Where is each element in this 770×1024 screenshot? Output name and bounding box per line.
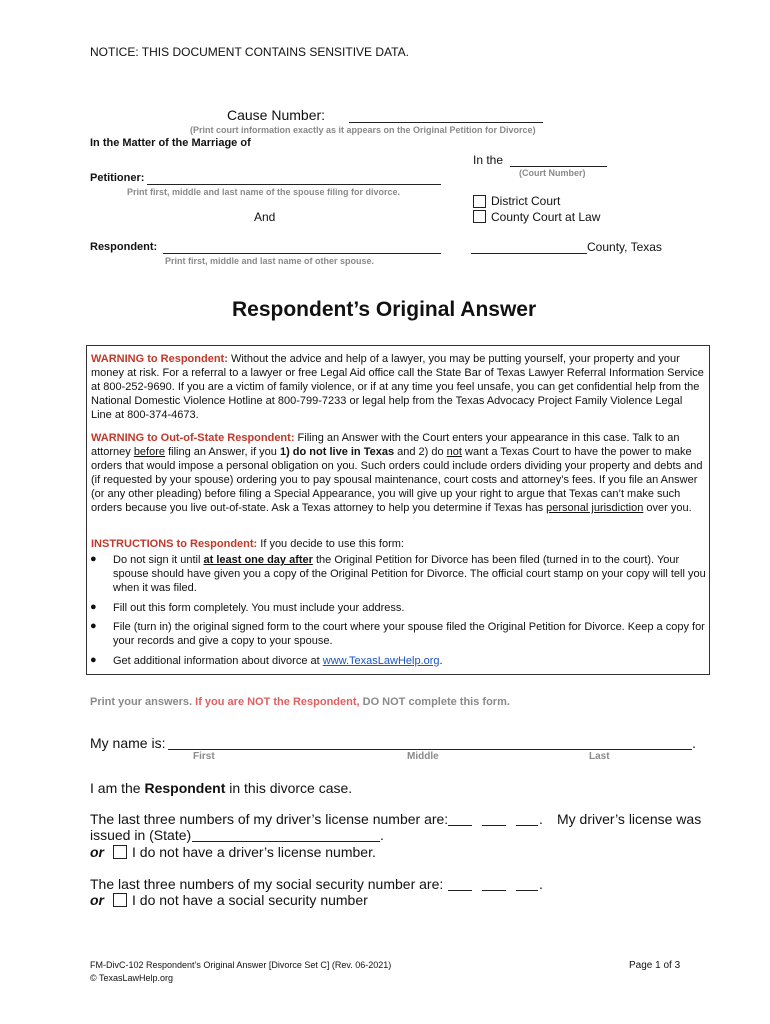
district-court-label: District Court <box>491 194 561 208</box>
sensitive-notice: NOTICE: THIS DOCUMENT CONTAINS SENSITIVE DATA. <box>90 45 409 59</box>
or-label-2: or <box>90 892 104 908</box>
issued-state-field[interactable] <box>192 841 380 842</box>
ssn-dot: . <box>539 876 543 892</box>
dl-dot: . <box>539 811 543 827</box>
no-ssn-checkbox[interactable] <box>113 893 127 907</box>
ssn-digit-1[interactable] <box>448 890 472 891</box>
county-texas-label: County, Texas <box>587 240 662 254</box>
respondent-statement <box>90 780 352 796</box>
issued-label: issued in (State) <box>90 827 192 843</box>
not-live-texas: 1) do not live in Texas <box>279 446 395 458</box>
no-ssn-label: I do not have a social security number <box>132 892 368 908</box>
respondent-label: Respondent: <box>90 241 158 253</box>
instr-4a: Get additional information about divorce at <box>113 655 323 667</box>
cause-hint: (Print court information exactly as it appears on the Original Petition for Divorce) <box>190 125 536 135</box>
dl-state-label: My driver’s license was <box>557 811 702 827</box>
matter-heading: In the Matter of the Marriage of <box>90 137 251 149</box>
instructions-heading <box>91 537 705 551</box>
ssn-digit-3[interactable] <box>516 890 538 891</box>
warning-respondent-text: Without the advice and help of a lawyer, you may be putting yourself, your property and your money at risk. For a referral to a lawyer or free Legal Aid office call the State Bar of Texas Lawyer Referral Information Service at 800-252-9690. If you are a victim of family violence, or if at any time you feel unsafe, you can get confidential help from the National Domestic Violence Hotline at 800-799-7233 or legal help from the Texas Advocacy Project Family Violence Legal Line at 800-374-4673. <box>91 353 704 421</box>
county-court-label: County Court at Law <box>491 210 601 224</box>
county-court-checkbox[interactable] <box>473 210 486 223</box>
footer-copyright: © TexasLawHelp.org <box>90 973 174 983</box>
print-answers-text: Print your answers. <box>90 696 196 708</box>
name-field[interactable] <box>168 749 692 750</box>
not-underlined: not <box>446 446 462 458</box>
warning-oos-label: WARNING to Out-of-State Respondent: <box>91 432 295 444</box>
in-the-label: In the <box>473 153 504 167</box>
do-not-complete-text: DO NOT complete this form. <box>359 696 510 708</box>
warning-respondent <box>91 352 705 422</box>
resp-c: in this divorce case. <box>225 780 353 796</box>
cause-number-label: Cause Number: <box>227 107 326 123</box>
one-day-after: at least one day after <box>203 554 313 566</box>
petitioner-label: Petitioner: <box>90 172 145 184</box>
personal-jurisdiction: personal jurisdiction <box>546 502 644 514</box>
instr-1c: the Original Petition for Divorce has been filed (turned in to the court). Your spouse should have given you a copy of the Original Petition for Divorce. The official court stamp on your copy will tell you when it was filed. <box>113 554 706 594</box>
court-number-hint: (Court Number) <box>519 168 586 178</box>
bullet-3: ● <box>90 620 97 632</box>
instruction-item-1 <box>113 553 707 595</box>
ssn-digit-2[interactable] <box>482 890 506 891</box>
instruction-item-4 <box>113 654 707 668</box>
bullet-1: ● <box>90 553 97 565</box>
texaslawhelp-link[interactable]: www.TexasLawHelp.org <box>322 655 440 667</box>
page-number: Page 1 of 3 <box>629 960 681 971</box>
dl-digit-2[interactable] <box>482 825 506 826</box>
name-label: My name is: <box>90 735 166 751</box>
resp-b: Respondent <box>144 780 226 796</box>
no-dl-label: I do not have a driver’s license number. <box>132 844 376 860</box>
last-name-hint: Last <box>589 751 610 762</box>
issued-dot: . <box>380 827 384 843</box>
before-underlined: before <box>133 446 166 458</box>
and-label: And <box>254 210 276 224</box>
bullet-4: ● <box>90 654 97 666</box>
print-answers-notice <box>90 696 510 708</box>
dl-digit-3[interactable] <box>516 825 538 826</box>
instruction-item-2: Fill out this form completely. You must include your address. <box>113 602 405 614</box>
county-field[interactable] <box>471 253 587 254</box>
footer-form-id: FM-DivC-102 Respondent’s Original Answer [Divorce Set C] (Rev. 06-2021) <box>90 960 392 970</box>
respondent-hint: Print first, middle and last name of other spouse. <box>165 256 375 266</box>
cause-number-field[interactable] <box>349 122 543 123</box>
resp-a: I am the <box>90 780 145 796</box>
warning-oos-text-5: over you. <box>643 502 692 514</box>
warning-oos-text-2: filing an Answer, if you <box>165 446 280 458</box>
page-title: Respondent’s Original Answer <box>232 298 537 321</box>
bullet-2: ● <box>90 601 97 613</box>
not-respondent-text: If you are NOT the Respondent, <box>195 696 360 708</box>
warning-respondent-label: WARNING to Respondent: <box>91 353 228 365</box>
district-court-checkbox[interactable] <box>473 195 486 208</box>
warning-oos-text-3: and 2) do <box>394 446 447 458</box>
or-label-1: or <box>90 844 104 860</box>
instructions-text: If you decide to use this form: <box>257 538 404 550</box>
instruction-item-3: File (turn in) the original signed form to the court where your spouse filed the Original Petition for Divorce. Keep a copy for your records and give a copy to your spouse. <box>113 621 705 647</box>
warning-oos-text-4: want a Texas Court to have the power to make orders that would impose a personal obligation on you. Such orders could include orders dividing your property and debts and (if requested by your spouse) ordering you to pay spousal maintenance, court costs and attorney’s fees. If you file an Answer (or any other pleading) before filing a Special Appearance, you will give up your right to argue that Texas can’t make such orders because you live out-of-state. Ask a Texas attorney to help you determine if Texas has <box>91 446 703 514</box>
ssn-label: The last three numbers of my social security number are: <box>90 876 444 892</box>
instr-4b: . <box>439 655 443 667</box>
no-dl-checkbox[interactable] <box>113 845 127 859</box>
court-number-field[interactable] <box>510 166 607 167</box>
warning-out-of-state <box>91 431 705 515</box>
instr-1a: Do not sign it until <box>113 554 204 566</box>
dl-digit-1[interactable] <box>448 825 472 826</box>
first-name-hint: First <box>193 751 215 762</box>
respondent-field[interactable] <box>163 253 441 254</box>
warning-oos-text-1: Filing an Answer with the Court enters your appearance in this case. Talk to an attorney <box>91 432 680 458</box>
petitioner-field[interactable] <box>147 184 441 185</box>
middle-name-hint: Middle <box>407 751 439 762</box>
dl-label: The last three numbers of my driver’s license number are: <box>90 811 449 827</box>
instructions-label: INSTRUCTIONS to Respondent: <box>91 538 258 550</box>
name-end-dot: . <box>692 735 696 751</box>
petitioner-hint: Print first, middle and last name of the spouse filing for divorce. <box>127 187 401 197</box>
